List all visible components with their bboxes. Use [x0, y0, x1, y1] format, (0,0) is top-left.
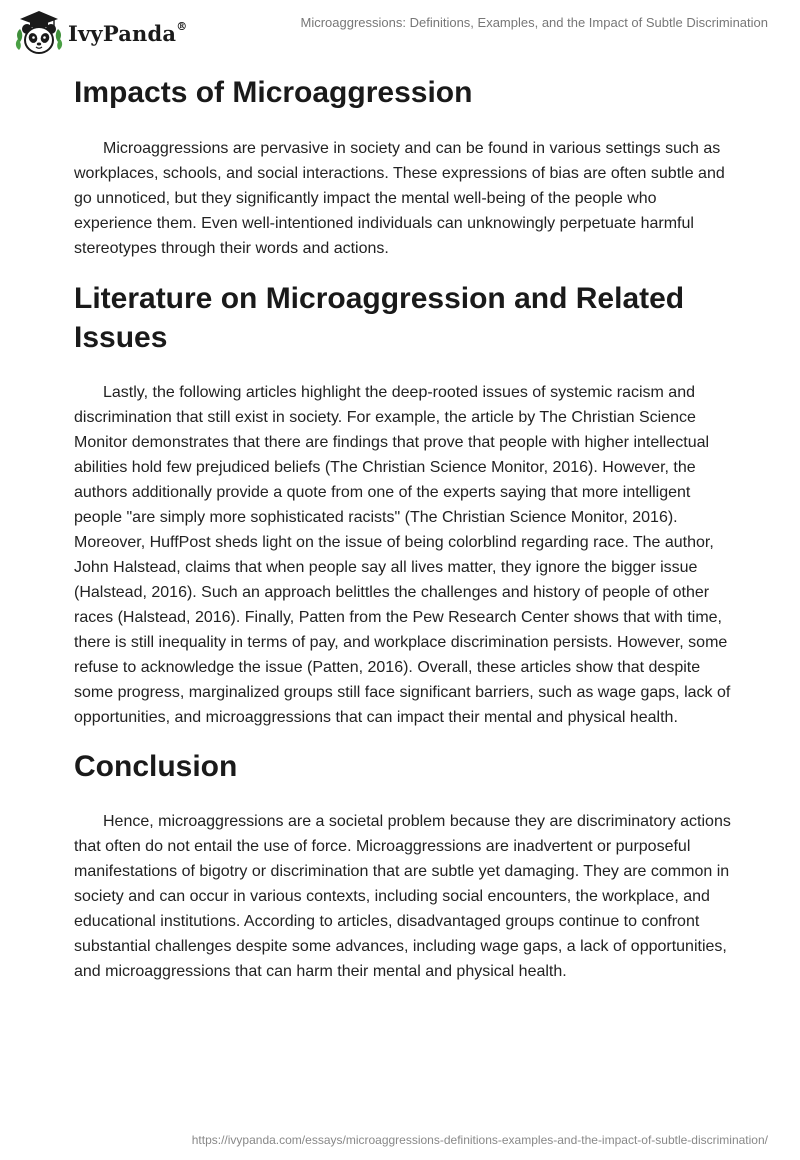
document-title: Microaggressions: Definitions, Examples, and the Impact of Subtle Discrimination: [300, 15, 768, 30]
logo-wordmark: IvyPanda®: [68, 19, 188, 46]
section-heading-impacts: Impacts of Microaggression: [74, 76, 473, 109]
section-paragraph-conclusion: Hence, microaggressions are a societal problem because they are discriminatory actions that often do not entail the use of force. Microaggressions are inadvertent or purposeful manifestations of bigotry or discrimination that are subtle yet damaging. They are common in society and can occur in various contexts, including social encounters, the workplace, and educational institutions. According to articles, disadvantaged groups continue to confront substantial challenges despite some advances, including wage gaps, a lack of opportunities, and microaggressions that can harm their mental and physical health.: [74, 813, 731, 980]
section-heading-conclusion: Conclusion: [74, 750, 238, 783]
ivypanda-logo[interactable]: [14, 8, 187, 58]
essay-content: [74, 68, 734, 984]
source-url-link[interactable]: https://ivypanda.com/essays/microaggressions-definitions-examples-and-the-impact-of-subtle-discrimination/: [191, 1133, 768, 1147]
section-paragraph-literature: Lastly, the following articles highlight the deep-rooted issues of systemic racism and discrimination that still exist in society. For example, the article by The Christian Science Monitor demonstrates that there are findings that prove that people with higher intellectual abilities hold few prejudiced beliefs (The Christian Science Monitor, 2016). However, the authors additionally provide a quote from one of the experts saying that more intelligent people "are simply more sophisticated racists" (The Christian Science Monitor, 2016). Moreover, HuffPost sheds light on the issue of being colorblind regarding race. The author, John Halstead, claims that when people say all lives matter, they ignore the bigger issue (Halstead, 2016). Such an approach belittles the challenges and history of people of other races (Halstead, 2016). Finally, Patten from the Pew Research Center shows that with time, there is still inequality in terms of pay, and workplace discrimination persists. However, some refuse to acknowledge the issue (Patten, 2016). Overall, these articles show that despite some progress, marginalized groups still face significant barriers, such as wage gaps, lack of opportunities, and microaggressions that can impact their mental and physical health.: [74, 384, 731, 726]
panda-icon: [14, 8, 64, 58]
section-paragraph-impacts: Microaggressions are pervasive in society and can be found in various settings such as workplaces, schools, and social interactions. These expressions of bias are often subtle and go unnoticed, but they significantly impact the mental well-being of the people who experience them. Even well-intentioned individuals can unknowingly perpetuate harmful stereotypes through their words and actions.: [74, 140, 725, 257]
page-header: [0, 0, 800, 64]
section-heading-literature: Literature on Microaggression and Related Issues: [74, 282, 685, 354]
